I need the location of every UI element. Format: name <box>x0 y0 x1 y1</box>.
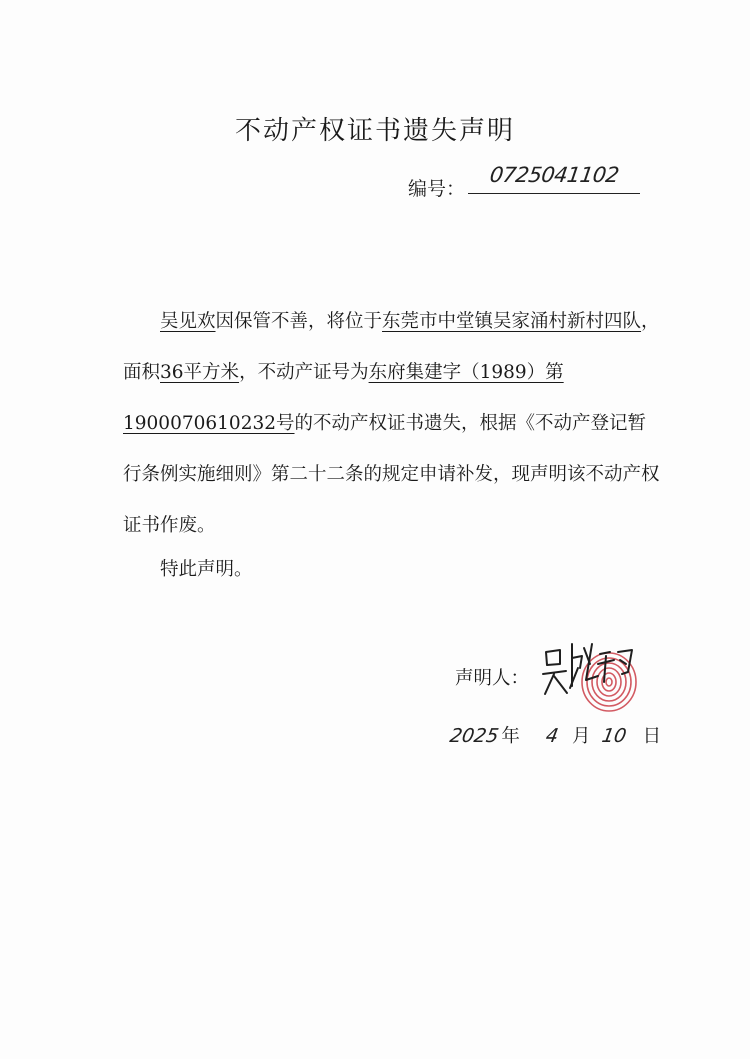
certificate-number: 东府集建字（1989）第1900070610232号 <box>123 362 564 434</box>
declarant-name: 吴见欢 <box>160 311 216 332</box>
date-month-unit: 月 <box>571 726 591 747</box>
property-location: 东莞市中堂镇吴家涌村新村四队 <box>382 311 642 332</box>
statement-paragraph <box>123 296 663 551</box>
statement-text-2: ，面积 <box>123 311 660 383</box>
statement-text-1: 因保管不善，将位于 <box>215 311 383 332</box>
date-day: 10 <box>600 725 629 747</box>
date-year-unit: 年 <box>501 726 520 747</box>
signing-date <box>450 722 661 748</box>
statement-text-4: 的不动产权证书遗失，根据《不动产登记暂行条例实施细则》第二十二条的规定申请补发，现声明该不动产权证书作废。 <box>123 413 660 536</box>
handwritten-signature <box>540 638 636 700</box>
statement-text-3: ，不动产证号为 <box>239 362 369 383</box>
date-month: 4 <box>543 725 560 747</box>
closing-text: 特此声明。 <box>160 559 253 580</box>
date-year: 2025 <box>448 725 501 747</box>
date-day-unit: 日 <box>642 726 662 747</box>
declarant-label: 声明人： <box>455 668 530 689</box>
serial-number-value: 0725041102 <box>488 163 621 187</box>
serial-number-underline <box>468 193 640 194</box>
document-title: 不动产权证书遗失声明 <box>234 116 515 146</box>
serial-number-label: 编号： <box>408 178 466 200</box>
property-area: 36平方米 <box>160 362 240 383</box>
